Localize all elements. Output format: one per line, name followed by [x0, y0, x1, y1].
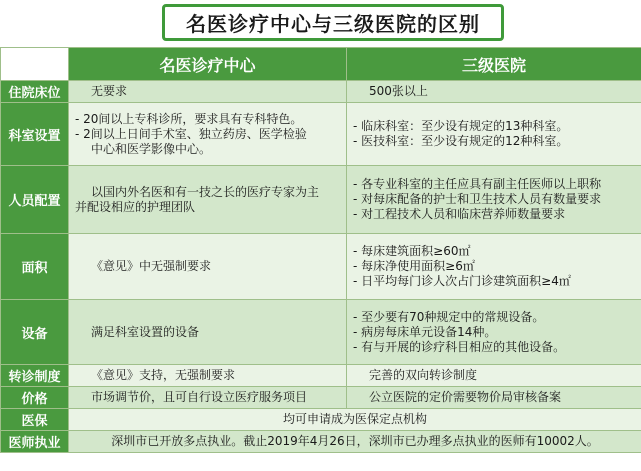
sanji-cell: [347, 300, 641, 365]
header-sanji: 三级医院: [347, 48, 641, 81]
cell-line: 并配设相应的护理团队: [75, 199, 196, 214]
row-label: 价格: [1, 387, 69, 409]
cell-line: - 日平均每门诊人次占门诊建筑面积≥4㎡: [353, 274, 571, 288]
cell-line: - 每床净使用面积≥6㎡: [353, 259, 475, 273]
sanji-cell: [347, 365, 641, 387]
row-equipment: [1, 300, 641, 365]
mingyi-cell: [69, 166, 347, 234]
sanji-cell: [347, 234, 641, 300]
row-insurance: [1, 409, 641, 431]
row-label: 医保: [1, 409, 69, 431]
row-label: 医师执业: [1, 431, 69, 453]
cell-line: - 临床科室：至少设有规定的13种科室。: [353, 119, 569, 133]
merged-cell: 深圳市已开放多点执业。截止2019年4月26日，深圳市已办理多点执业的医师有10002人。: [69, 431, 641, 453]
row-staff: [1, 166, 641, 234]
cell-line: 《意见》支持，无强制要求: [91, 368, 236, 382]
cell-line: - 有与开展的诊疗科目相应的其他设备。: [353, 339, 566, 354]
row-departments: [1, 103, 641, 166]
cell-line: - 2间以上日间手术室、独立药房、医学检验: [75, 126, 307, 141]
row-referral: [1, 365, 641, 387]
cell-line: - 各专业科室的主任应具有副主任医师以上职称: [353, 177, 602, 191]
sanji-cell: [347, 166, 641, 234]
mingyi-cell: [69, 81, 347, 103]
cell-line: - 医技科室：至少设有规定的12种科室。: [353, 134, 569, 148]
row-label: 人员配置: [1, 166, 69, 234]
cell-line: 中心和医学影像中心。: [91, 141, 212, 156]
mingyi-cell: [69, 103, 347, 166]
header-corner: [1, 48, 69, 81]
cell-line: - 病房每床单元设备14种。: [353, 324, 497, 339]
cell-line: 《意见》中无强制要求: [91, 259, 212, 273]
row-label: 转诊制度: [1, 365, 69, 387]
row-beds: [1, 81, 641, 103]
row-price: [1, 387, 641, 409]
row-label: 面积: [1, 234, 69, 300]
header-row: [1, 48, 641, 81]
title-box: [162, 4, 504, 41]
cell-line: 公立医院的定价需要物价局审核备案: [369, 390, 562, 404]
row-label: 科室设置: [1, 103, 69, 166]
sanji-cell: [347, 387, 641, 409]
cell-line: 完善的双向转诊制度: [369, 368, 478, 382]
mingyi-cell: [69, 365, 347, 387]
cell-line: 以国内外名医和有一技之长的医疗专家为主: [91, 184, 320, 199]
cell-line: 500张以上: [369, 84, 428, 98]
row-area: [1, 234, 641, 300]
header-mingyi: 名医诊疗中心: [69, 48, 347, 81]
row-label: 住院床位: [1, 81, 69, 103]
mingyi-cell: [69, 300, 347, 365]
mingyi-cell: [69, 387, 347, 409]
sanji-cell: [347, 103, 641, 166]
cell-line: - 对每床配备的护士和卫生技术人员有数量要求: [353, 192, 602, 206]
cell-line: 无要求: [91, 84, 128, 98]
merged-cell: 均可申请成为医保定点机构: [69, 409, 641, 431]
cell-line: - 至少要有70种规定中的常规设备。: [353, 309, 545, 324]
sanji-cell: [347, 81, 641, 103]
cell-line: - 20间以上专科诊所，要求具有专科特色。: [75, 111, 303, 126]
cell-line: - 每床建筑面积≥60㎡: [353, 244, 471, 258]
page-title: 名医诊疗中心与三级医院的区别: [186, 12, 480, 36]
cell-line: - 对工程技术人员和临床营养师数量要求: [353, 207, 566, 221]
row-label: 设备: [1, 300, 69, 365]
mingyi-cell: [69, 234, 347, 300]
cell-line: 市场调节价，且可自行设立医疗服务项目: [91, 390, 308, 404]
row-practice: [1, 431, 641, 453]
cell-line: 满足科室设置的设备: [91, 324, 200, 339]
comparison-table: [0, 47, 641, 453]
